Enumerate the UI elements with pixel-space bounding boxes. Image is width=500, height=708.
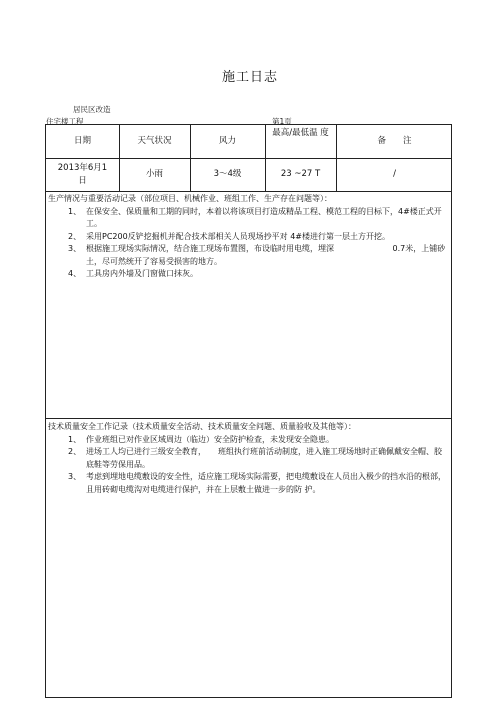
safety-heading: 技术质量安全工作记录（技术质量安全活动、技术质量安全问题、质量验收及其他等）：	[48, 422, 356, 431]
production-heading: 生产情况与重要活动记录（部位项目、机械作业、班组工作、生产存在问题等）：	[48, 194, 332, 203]
wind-header: 风力	[218, 136, 236, 146]
list-item: 1、 作业班组已对作业区域周边（临边）安全防护检查，未发现安全隐患。	[68, 434, 334, 444]
row-divider	[46, 191, 451, 192]
list-item: 1、 在保安全、保质量和工期的同时，本着以将该项目打造成精品工程、模范工程的目标下，4#楼正式开工。	[68, 206, 442, 228]
sub-project-name: 住宅楼工程	[46, 117, 84, 126]
wind-value: 3～4级	[213, 169, 242, 179]
production-section	[48, 193, 447, 281]
temperature-value: 23 ~27 T	[280, 169, 321, 179]
page-number: 第1页	[272, 117, 292, 126]
temperature-header: 最高/最低温 度	[272, 128, 329, 138]
remarks-value: /	[393, 169, 396, 179]
list-item: 3、 考虑到埋地电缆敷设的安全性，适应施工现场实际需要，把电缆敷设在人员出入极少的挡水沿的根部，且用砖砌电缆沟对电缆进行保护，并在上层敷土做进一步的防 护。	[68, 472, 446, 494]
document-title: 施工日志	[221, 70, 278, 85]
date-value-line1: 2013年6月1	[57, 162, 108, 173]
remarks-header: 备 注	[377, 136, 412, 146]
date-value-line2: 日	[78, 175, 87, 186]
weather-header: 天气状况	[137, 136, 172, 146]
list-item: 3、 根据施工现场实际情况，结合施工现场布置图，布设临时用电缆，埋深 0.7米，上铺砂土，尽可然统开了容易受损害的地方。	[68, 244, 446, 266]
list-item: 2、 进场工人均已进行三级安全教育， 班组执行班前活动制度，进入施工现场地时正确佩戴安全帽、胶底鞋等劳保用品。	[68, 447, 442, 469]
section-divider	[46, 418, 451, 419]
list-item: 2、 采用PC200反铲挖掘机并配合技术部相关人员现场抄平对 4#楼进行第一层土方开挖。	[68, 231, 391, 241]
list-item: 4、 工具房内外墙及门窗做口抹灰。	[68, 269, 198, 278]
weather-value: 小雨	[145, 169, 163, 179]
construction-log-table	[45, 124, 452, 698]
project-name: 居民区改造	[73, 105, 111, 114]
date-header: 日期	[73, 136, 91, 146]
date-cell	[46, 158, 119, 191]
safety-section	[48, 421, 447, 496]
